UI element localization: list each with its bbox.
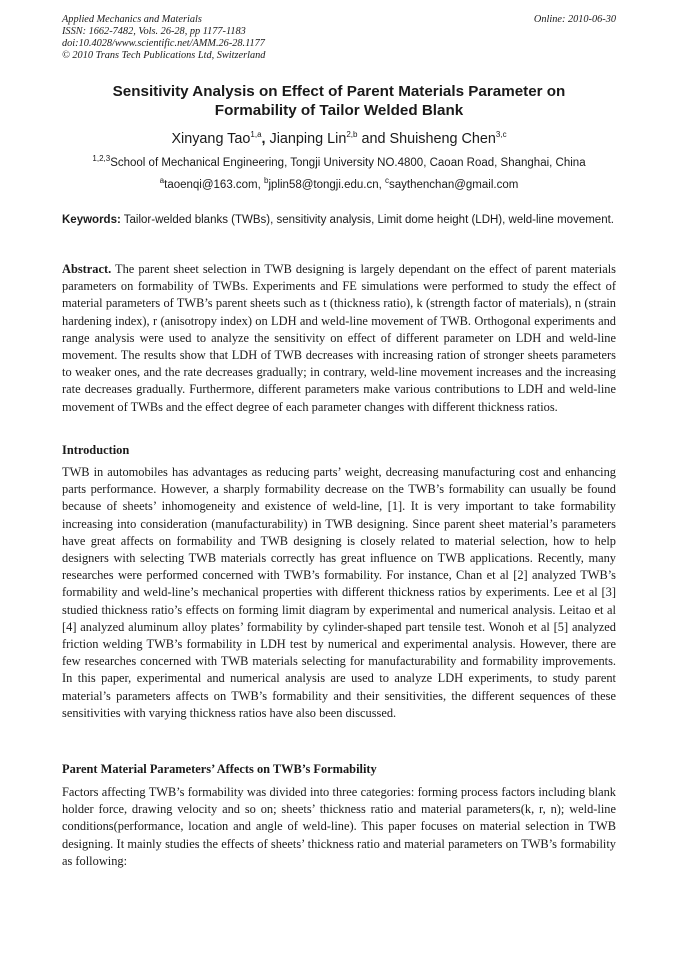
keywords-text: Tailor-welded blanks (TWBs), sensitivity analysis, Limit dome height (LDH), weld-line movement. (120, 214, 614, 226)
author-2-sup: 2,b (346, 130, 358, 140)
section-2-heading: Parent Material Parameters’ Affects on TWB’s Formability (62, 762, 377, 776)
author-separator-2: and (357, 131, 390, 147)
introduction-heading: Introduction (62, 443, 130, 457)
copyright-line: © 2010 Trans Tech Publications Ltd, Switzerland (62, 50, 266, 61)
section-2-text: Factors affecting TWB’s formability was divided into three categories: forming process factors including blank holder force, drawing velocity and so on; sheets’ thickness ratio and material parameters(k, r, n); weld-line conditions(performance, location and angle of weld-line). This paper focuses on material selection in TWB designing. It mainly studies the effects of sheets’ thickness ratio and material parameters on TWB’s formability as following: (62, 785, 616, 868)
affiliation-sup: 1,2,3 (92, 154, 111, 164)
keywords (62, 213, 616, 228)
issn-line: ISSN: 1662-7482, Vols. 26-28, pp 1177-1183 (62, 26, 246, 37)
author-list (62, 130, 616, 148)
affiliation-text: School of Mechanical Engineering, Tongji University NO.4800, Caoan Road, Shanghai, China (110, 157, 586, 169)
author-1-sup: 1,a (250, 130, 262, 140)
author-2: Jianping Lin (269, 131, 347, 147)
journal-name: Applied Mechanics and Materials (62, 14, 202, 25)
abstract-label: Abstract. (62, 262, 112, 276)
email-b-sup: b (264, 176, 269, 186)
author-3: Shuisheng Chen (389, 131, 496, 147)
abstract-text: The parent sheet selection in TWB designing is largely dependant on the effect of parent materials parameters on formability of TWBs. Experiments and FE simulations were performed to study the effect of material parameters of TWB’s parent sheets such as t (thickness ratio), k (strength factor of materials), n (strain hardening index), r (anisotropy index) on LDH and weld-line movement of TWB. Orthogonal experiments and range analysis were used to analyze the sensitivity on effect of different parameter on LDH and weld-line movement. The results show that LDH of TWB decreases with increasing ration of stronger sheets parameters to weaker ones, and the rate decreases gradually; in contrary, weld-line movement increases and the increasing rate decreases gradually. Furthermore, different parameters make various contributions to LDH and weld-line movement of TWBs and the effect degree of each parameter changes with different thickness ratios. (62, 262, 616, 414)
journal-header (62, 14, 616, 62)
email-a[interactable]: taoenqi@163.com, (164, 179, 265, 191)
title-line-2: Formability of Tailor Welded Blank (214, 102, 464, 119)
email-b[interactable]: jplin58@tongji.edu.cn, (268, 179, 386, 191)
abstract (62, 261, 616, 416)
author-separator-1: , (261, 131, 270, 147)
author-emails (62, 178, 616, 193)
affiliation (62, 156, 616, 171)
title-line-1: Sensitivity Analysis on Effect of Parent Materials Parameter on (112, 83, 566, 100)
email-c[interactable]: saythenchan@gmail.com (389, 179, 519, 191)
keywords-label: Keywords: (62, 214, 121, 226)
email-c-sup: c (385, 176, 390, 186)
author-3-sup: 3,c (495, 130, 507, 140)
paper-title (62, 82, 616, 120)
introduction-text: TWB in automobiles has advantages as reducing parts’ weight, decreasing manufacturing cost and enhancing parts performance. However, a sharply formability decrease on the TWB’s formability can usually be found because of sheets’ inhomogeneity and existence of weld-line, [1]. It is very important to take formability increasing into consideration (manufacturability) in TWB designing. Since parent sheet material’s parameters have great affects on formability and TWB designing is closely related to material selection, how to help designers with selecting TWB materials correctly has great influence on TWB applications. Recently, many researches were performed concerned with TWB’s formability. For instance, Chan et al [2] analyzed TWB’s formability and weld-line’s mechanical properties with different thickness ratios by experiments. Lee et al [3] studied thickness ratio’s effects on forming limit diagram by experimental and numerical analysis. Leitao et al [4] analyzed aluminum alloy plates’ formability by cylinder-shaped part tensile test. Wonoh et al [5] analyzed friction welding TWB’s formability in LDH test by numerical and experimental analysis. However, there are few researches concerned with TWB materials selecting for manufacturability and formability improvements. In this paper, experimental and numerical analysis are used to analyze LDH experiments, to study parent material’s parameters affects on TWB’s formability and their sensitivities, the different sequences of these sensitivities with varying thickness ratios have also been discussed. (62, 465, 616, 720)
email-a-sup: a (159, 176, 165, 186)
author-1: Xinyang Tao (171, 131, 251, 147)
doi-line[interactable]: doi:10.4028/www.scientific.net/AMM.26-28.1177 (62, 38, 265, 49)
online-date: Online: 2010-06-30 (533, 14, 616, 25)
